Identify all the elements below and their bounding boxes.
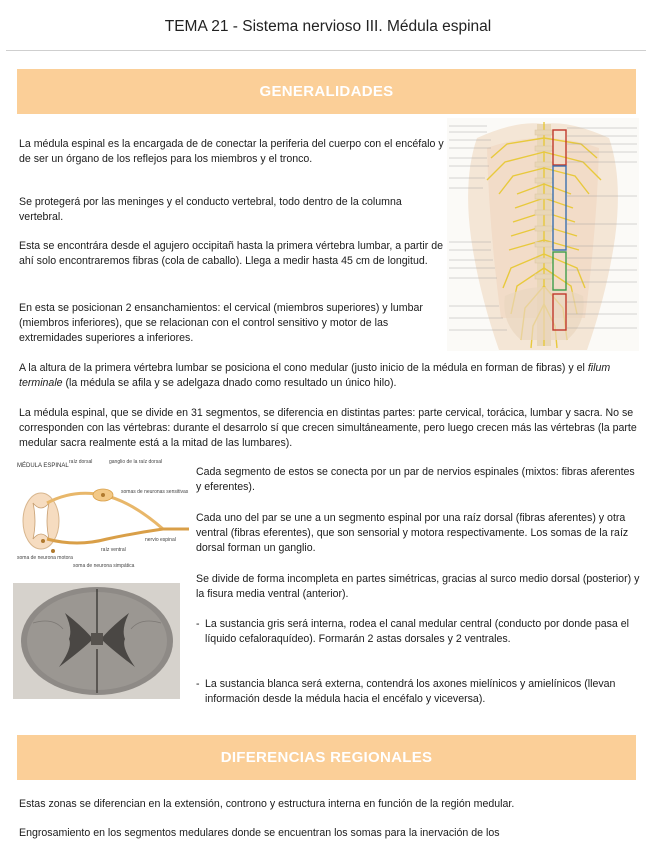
figure-title: MÉDULA ESPINAL — [17, 463, 69, 469]
paragraph-9: Se divide de forma incompleta en partes simétricas, gracias al surco medio dorsal (posterior) y la fisura media ventral (anterior). — [196, 573, 640, 600]
spinal-cord-section-diagram — [13, 455, 191, 577]
bullet-item-gray-matter — [196, 617, 641, 647]
bullet-text: La sustancia gris será interna, rodea el canal medular central (conducto por donde pasa el líquido cefaloraquídeo). Formarán 2 astas dorsales y 2 ventrales. — [205, 618, 630, 645]
label-ventral-root: raíz ventral — [101, 547, 126, 553]
spinal-cord-section-figure — [13, 455, 191, 577]
label-sympathetic-somas: soma de neurona simpática — [73, 563, 135, 569]
section-title-diferencias: DIFERENCIAS REGIONALES — [220, 749, 433, 766]
paragraph-6: La médula espinal, que se divide en 31 segmentos, se diferencia en distintas partes: parte cervical, torácica, lumbar y sacra. No se corresponden con las vértebras: durante el desarrolo sí que crecen simultáneamente, pero luego crecen más las vértebras (la parte medular sacra realmente está a la mitad de las lumbares). — [19, 407, 637, 449]
label-dorsal-root: raíz dorsal — [69, 459, 93, 465]
paragraph-1: La médula espinal es la encargada de de conectar la periferia del cuerpo con el encéfalo y de ser un órgano de los reflejos para los miembros y el tronco. — [19, 138, 444, 165]
spinal-nerves-illustration — [447, 118, 639, 351]
paragraph-11: Engrosamiento en los segmentos medulares donde se encuentran los somas para la inervación de los — [19, 827, 500, 839]
paragraph-5-end: (la médula se afila y se adelgaza dnado como resultado un único hilo). — [62, 377, 397, 389]
paragraph-3: Esta se encontrára desde el agujero occipitañ hasta la primera vértebra lumbar, a partir de ahí solo encontraremos fibras (cola de caballo). Llega a medir hasta 45 cm de longitud. — [19, 240, 443, 267]
bullet-marker: - — [196, 618, 200, 630]
label-motor-somas: soma de neurona motora — [17, 555, 73, 561]
paragraph-2: Se protegerá por las meninges y el conducto vertebral, todo dentro de la columna vertebral. — [19, 196, 402, 223]
label-spinal-nerve: nervio espinal — [145, 537, 176, 543]
bullet-marker: - — [196, 678, 200, 690]
paragraph-5-start: A la altura de la primera vértebra lumbar se posiciona el cono medular (justo inicio de la médula en forman de fibras) y el — [19, 362, 588, 374]
paragraph-7: Cada segmento de estos se conecta por un par de nervios espinales (mixtos: fibras aferentes y eferentes). — [196, 466, 635, 493]
page-title: TEMA 21 - Sistema nervioso III. Médula espinal — [164, 18, 492, 35]
bullet-item-white-matter — [196, 677, 641, 707]
title-divider — [6, 50, 646, 51]
label-sensory-somas: somas de neuronas sensitivas — [121, 489, 189, 495]
bullet-text: La sustancia blanca será externa, contendrá los axones mielínicos y amielínicos (llevan información desde la médula hacia el encéfalo y viceversa). — [205, 678, 616, 705]
paragraph-4: En esta se posicionan 2 ensanchamientos: el cervical (miembros superiores) y lumbar (miembros inferiores), que se relacionan con el control sensitivo y motor de las extremidades superiores a inferiores. — [19, 302, 423, 344]
spinal-nerves-figure — [447, 118, 639, 351]
section-banner-generalidades — [17, 69, 636, 114]
spinal-cord-histology-photo — [13, 583, 180, 699]
section-banner-diferencias — [17, 735, 636, 780]
paragraph-10: Estas zonas se diferencian en la extensión, controno y estructura interna en función de la región medular. — [19, 798, 515, 810]
paragraph-8: Cada uno del par se une a un segmento espinal por una raíz dorsal (fibras aferentes) y otra ventral (fibras eferentes), que son sensorial y motora respectivamente. Los somas de la raíz dorsal forman un ganglio. — [196, 512, 629, 554]
histology-image — [13, 583, 180, 699]
section-title-generalidades: GENERALIDADES — [259, 83, 394, 100]
label-dorsal-ganglion: ganglio de la raíz dorsal — [109, 459, 163, 465]
paragraph-5 — [19, 361, 641, 391]
paragraph-5-emphasis: filum terminale — [19, 362, 611, 389]
